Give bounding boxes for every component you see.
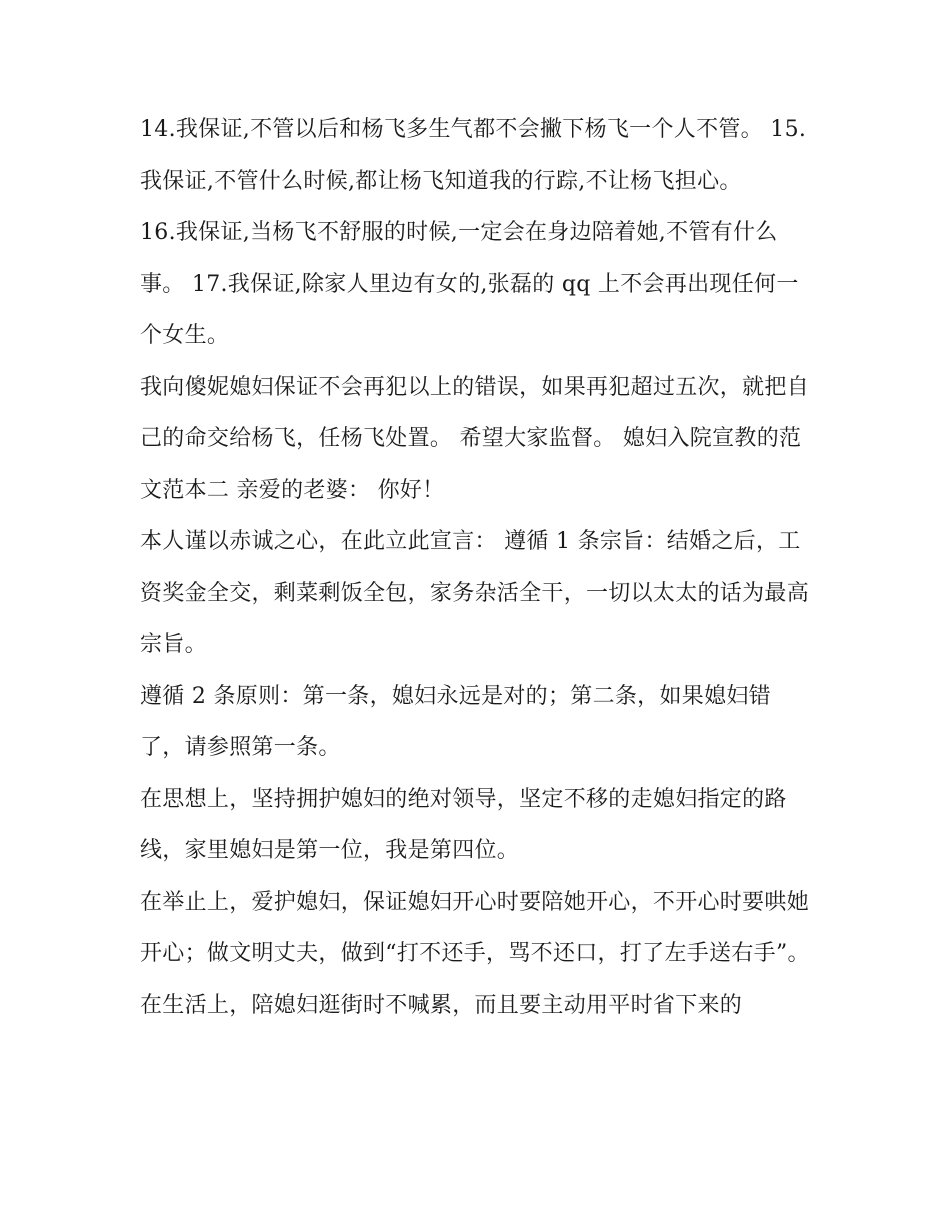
document-body xyxy=(140,104,812,1031)
paragraph-thought: 在思想上，坚持拥护媳妇的绝对领导，坚定不移的走媳妇指定的路线，家里媳妇是第一位，我是第四位。 xyxy=(140,786,787,863)
paragraph-behavior: 在举止上，爱护媳妇，保证媳妇开心时要陪她开心，不开心时要哄她开心；做文明丈夫，做到“打不还手，骂不还口，打了左手送右手”。 xyxy=(140,889,810,966)
paragraph-life: 在生活上，陪媳妇逛街时不喊累，而且要主动用平时省下来的 xyxy=(140,992,743,1018)
paragraph-pledge-14-15: 14.我保证,不管以后和杨飞多生气都不会撇下杨飞一个人不管。 15.我保证,不管什么时候,都让杨飞知道我的行踪,不让杨飞担心。 xyxy=(140,117,807,194)
paragraph-declaration-principle-2: 遵循 2 条原则：第一条，媳妇永远是对的；第二条，如果媳妇错了，请参照第一条。 xyxy=(140,683,771,760)
paragraph-pledge-16-17: 16.我保证,当杨飞不舒服的时候,一定会在身边陪着她,不管有什么事。 17.我保证,除家人里边有女的,张磊的 qq 上不会再出现任何一个女生。 xyxy=(140,220,799,348)
paragraph-promise-to-wife: 我向傻妮媳妇保证不会再犯以上的错误，如果再犯超过五次，就把自己的命交给杨飞，任杨飞处置。 希望大家监督。 媳妇入院宣教的范文范本二 亲爱的老婆： 你好！ xyxy=(140,374,810,503)
paragraph-declaration-principle-1: 本人谨以赤诚之心，在此立此宣言： 遵循 1 条宗旨：结婚之后，工资奖金全交，剩菜剩饭全包，家务杂活全干，一切以太太的话为最高宗旨。 xyxy=(140,529,810,657)
